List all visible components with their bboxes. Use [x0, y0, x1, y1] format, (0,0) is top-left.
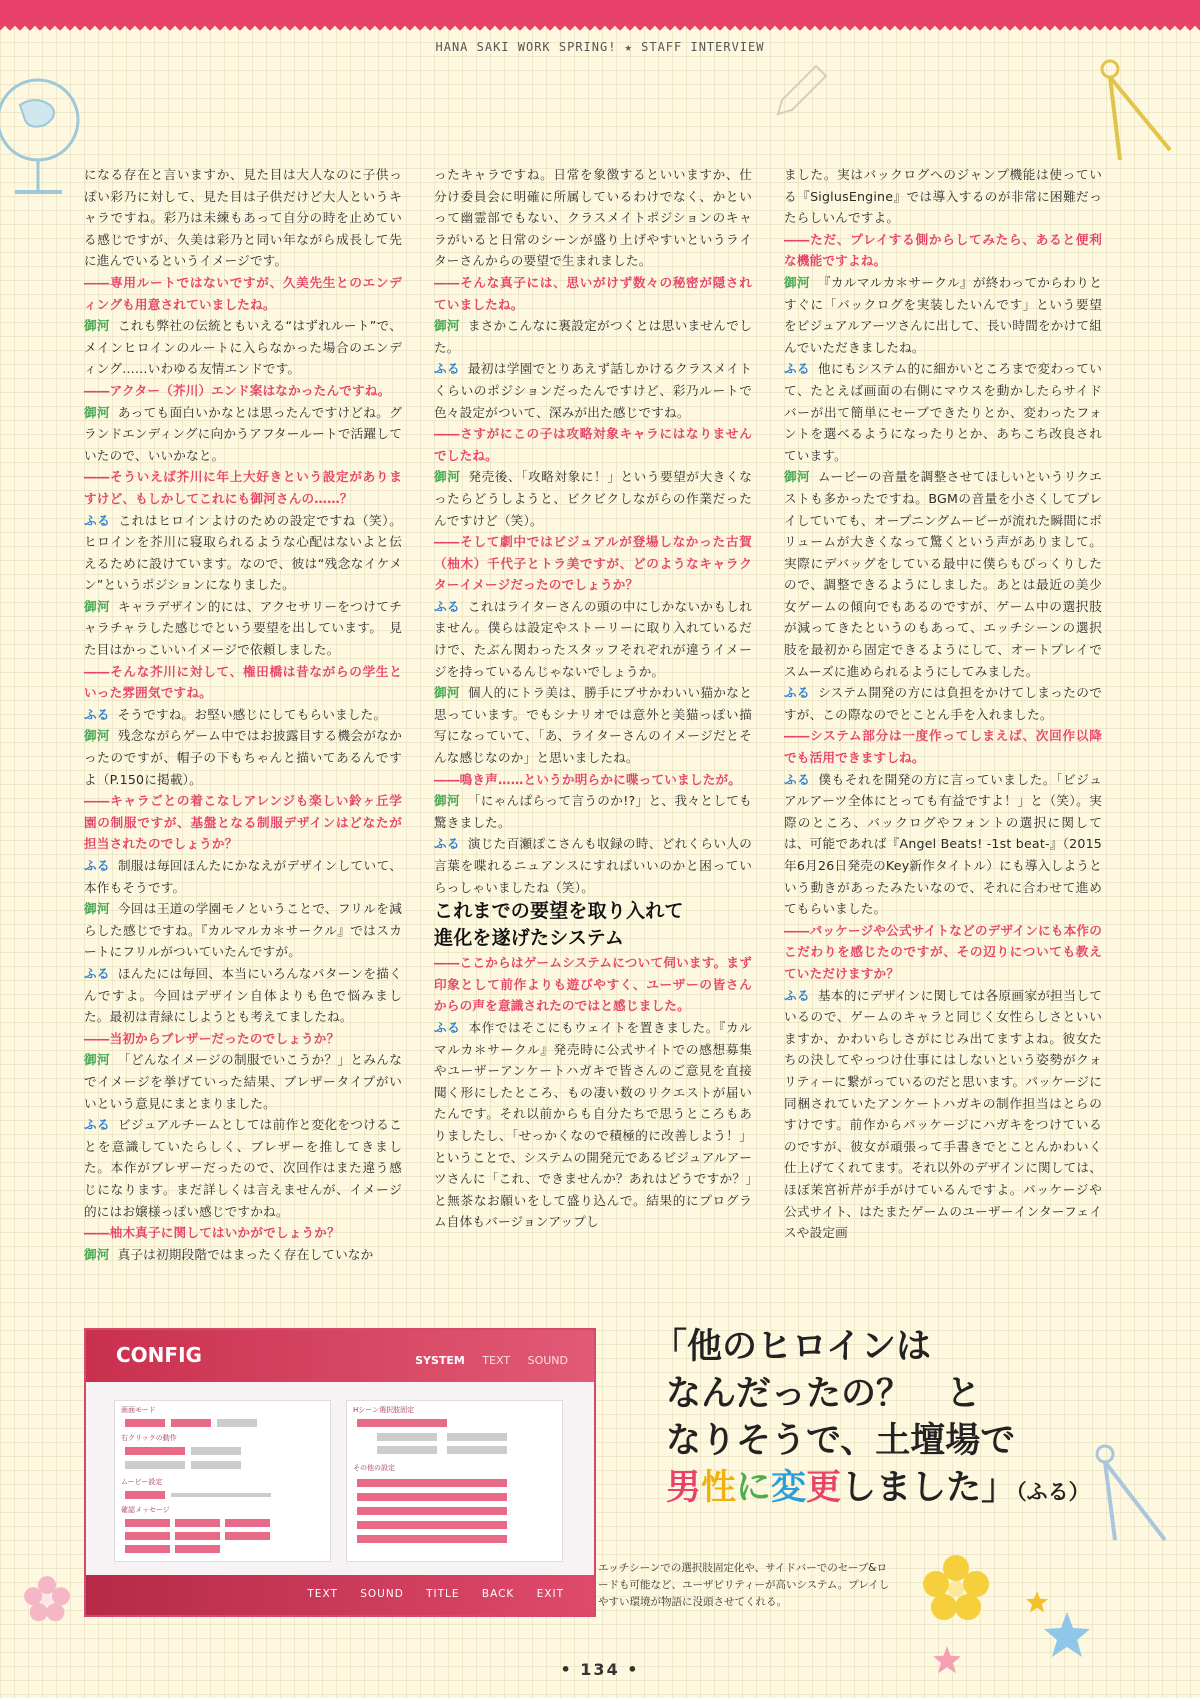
interview-answer [84, 402, 402, 467]
interview-answer [434, 596, 752, 682]
interview-answer [84, 704, 402, 726]
compass-doodle-blue [1085, 1440, 1180, 1550]
column-3 [784, 164, 1102, 1269]
config-panel-right [346, 1400, 563, 1562]
interview-question: ――鳴き声……というか明らかに喋っていましたが。 [434, 771, 742, 787]
speaker-name: 御河 [84, 404, 110, 420]
interview-question: ――ただ、プレイする側からしてみたら、あると便利な機能ですよね。 [784, 231, 1102, 269]
answer-text: 残念ながらゲーム中ではお披露目する機会がなかったのですが、帽子の下もちゃんと描いてあるんですよ（P.150に掲載）。 [84, 728, 402, 787]
interview-answer [84, 315, 402, 380]
interview-answer [434, 315, 752, 358]
speaker-name: ふる [434, 361, 460, 377]
answer-text: 他にもシステム的に細かいところまで変わっていて、たとえば画面の右側にマウスを動かしたらサイドバーが出て簡単にセーブできたりとか、変わったフォントを選べるようになったりとか、あちこち改良されています。 [784, 361, 1102, 463]
interview-question: ――そして劇中ではビジュアルが登場しなかった古賀（柚木）千代子とトラ美ですが、どのようなキャラクターイメージだったのでしょうか？ [434, 534, 752, 593]
interview-question: ――パッケージや公式サイトなどのデザインにも本作のこだわりを感じたのですが、その辺りについても教えていただけますか？ [784, 922, 1102, 981]
speaker-name: 御河 [784, 469, 810, 485]
pull-quote-char: しました」 [841, 1468, 1017, 1508]
interview-answer [84, 855, 402, 898]
answer-text: 真子は初期段階ではまったく存在していなか [117, 1246, 374, 1262]
speaker-name: ふる [434, 836, 460, 852]
paragraph: ったキャラですね。日常を象徴するといいますか、仕分け委員会に明確に所属しているわけでなく、かといって幽霊部でもない、クラスメイトポジションのキャラがいると日常のシーンが盛り上げやすいというライターさんからの要望で生まれました。 [434, 167, 752, 269]
pull-quote-char: 男 [666, 1468, 702, 1508]
answer-text: これも弊社の伝統ともいえる“はずれルート”で、メインヒロインのルートに入らなかった場合のエンディング……いわゆる友情エンドです。 [84, 318, 402, 377]
section-heading: これまでの要望を取り入れて 進化を遂げたシステム [434, 900, 684, 950]
answer-text: ムービーの音量を調整させてほしいというリクエストも多かったですね。BGMの音量を小さくしてプレイしていても、オープニングムービーが流れた瞬間にボリュームが大きくなって驚くという声がありまして。実際にデバッグをしている最中に僕らもびっくりしたので、調整できるようにしました。あとは最近の美少女ゲームの傾向でもあるのですが、ゲーム中の選択肢が減ってきたというのもあって、エッチシーンの選択肢を最初から固定できるようにして、オートプレイでスムーズに進められるようにしてみました。 [784, 469, 1103, 679]
speaker-name: 御河 [84, 598, 110, 614]
pull-quote-line: なりそうで、土壇場で [666, 1421, 1016, 1461]
interview-question: ――さすがにこの子は攻略対象キャラにはなりませんでしたね。 [434, 426, 752, 463]
answer-text: 「にゃんぱらって言うのか!?」と、我々としても驚きました。 [434, 793, 752, 830]
speaker-name: ふる [434, 1019, 461, 1035]
speaker-name: 御河 [434, 469, 461, 485]
running-header: HANA SAKI WORK SPRING! ★ STAFF INTERVIEW [435, 40, 765, 54]
interview-question: ――そういえば芥川に年上大好きという設定がありますけど、もしかしてこれにも御河さんの……？ [84, 469, 402, 506]
interview-answer [84, 725, 402, 790]
answer-text: 本作ではそこにもウェイトを置きました。『カルマルカ＊サークル』発売時に公式サイトでの感想募集やユーザーアンケートハガキで皆さんのご意見を直接聞く形にしたところ、もの凄い数のリクエストが届いたんです。それ以前からも自分たちで思うところもありましたし、「せっかくなので積極的に改善しよう！」ということで、システムの開発元であるビジュアルアーツさんに「これ、できませんか？あれはどうですか？」と無茶なお願いをして盛り込んで。結果的にプログラム自体もバージョンアップし [434, 1019, 752, 1230]
pull-quote-attribution: （ふる） [1016, 1480, 1090, 1504]
answer-text: システム開発の方には負担をかけてしまったのですが、この際なのでとことん手を入れました。 [784, 685, 1102, 722]
interview-question: ――アクター（芥川）エンド案はなかったんですね。 [84, 382, 391, 398]
answer-text: これはヒロインよけのための設定ですね（笑）。ヒロインを芥川に寝取られるような心配はないよと伝えるために設けています。なので、彼は“残念なイケメン”というポジションになりました。 [84, 512, 402, 593]
config-nav-item: TITLE [426, 1588, 460, 1600]
interview-question: ――専用ルートではないですが、久美先生とのエンディングも用意されていましたね。 [84, 274, 402, 312]
interview-answer [784, 358, 1102, 466]
config-nav-item: SOUND [360, 1588, 404, 1600]
speaker-name: 御河 [784, 274, 810, 290]
paragraph: ました。実はバックログへのジャンプ機能は使っている『SiglusEngine』では導入するのが非常に困難だったらしいんですよ。 [784, 167, 1102, 226]
paragraph: になる存在と言いますか、見た目は大人なのに子供っぽい彩乃に対して、見た目は子供だけど大人というキャラですね。彩乃は未練もあって自分の時を止めている感じですが、久美は彩乃と同い年ながら成長して先に進んでいるというイメージです。 [84, 167, 402, 269]
interview-answer [784, 466, 1102, 682]
answer-text: 最初は学園でとりあえず話しかけるクラスメイトくらいのポジションだったんですけど、彩乃ルートで色々設定がついて、深みが出た感じですね。 [434, 361, 752, 420]
config-nav-item: EXIT [536, 1588, 564, 1600]
speaker-name: ふる [84, 858, 110, 873]
speaker-name: ふる [84, 706, 110, 722]
pull-quote-line: 「他のヒロインは [652, 1327, 931, 1367]
pull-quote-char: 更 [806, 1468, 842, 1508]
answer-text: これはライターさんの頭の中にしかないかもしれません。僕らは設定やストーリーに取り入れているだけで、たぶん関わったスタッフそれぞれが違うイメージを持っているんじゃないでしょうか。 [434, 598, 752, 679]
config-header [86, 1330, 594, 1382]
interview-answer [84, 1244, 402, 1266]
answer-text: そうですね。お堅い感じにしてもらいました。 [117, 706, 387, 722]
answer-text: 個人的にトラ美は、勝手にブサかわいい猫かなと思っています。でもシナリオでは意外と美猫っぽい描写になっていて、「あ、ライターさんのイメージだとそんな感じなのか」と思いましたね。 [434, 685, 752, 766]
config-screenshot [84, 1328, 596, 1617]
pull-quote-line: なんだったの？ と [666, 1374, 982, 1414]
pull-quote-char: 性 [701, 1468, 737, 1508]
pencil-doodle [770, 62, 830, 122]
config-nav [289, 1588, 564, 1600]
answer-text: ほんたには毎回、本当にいろんなパターンを描くんですよ。今回はデザイン自体よりも色で悩みました。最初は青緑にしようとも考えてましたね。 [84, 965, 402, 1025]
config-panel-left [114, 1400, 331, 1562]
config-label: ムービー設定 [121, 1478, 163, 1486]
interview-question: ――柚木真子に関してはいかがでしょうか？ [84, 1225, 340, 1241]
globe-doodle [0, 60, 90, 210]
flower-doodle-yellow [920, 1552, 992, 1624]
answer-text: ビジュアルチームとしては前作と変化をつけることを意識していたらしく、ブレザーを推してきました。本作がブレザーだったので、次回作はまた違う感じになります。まだ詳しくは言えませんが、イメージ的にはお嬢様っぽい感じですかね。 [84, 1117, 402, 1219]
config-nav-item: TEXT [307, 1588, 338, 1600]
speaker-name: 御河 [84, 1052, 110, 1068]
star-doodle-blue [1042, 1610, 1092, 1660]
interview-answer [84, 596, 402, 661]
speaker-name: 御河 [84, 728, 110, 744]
speaker-name: ふる [784, 771, 811, 787]
pull-quote-line [652, 1465, 1090, 1516]
star-doodle-yellow [1025, 1590, 1049, 1614]
interview-question: ――キャラごとの着こなしアレンジも楽しい鈴ヶ丘学園の制服ですが、基盤となる制服デザインはどなたが担当されたのでしょうか？ [84, 793, 402, 852]
answer-text: 『カルマルカ＊サークル』が終わってからわりとすぐに「バックログを実装したいんです」という要望をビジュアルアーツさんに出して、長い時間をかけて組んでいただきましたね。 [784, 274, 1102, 355]
compass-doodle [1080, 55, 1190, 165]
interview-answer [84, 1049, 402, 1114]
speaker-name: 御河 [84, 318, 110, 334]
interview-answer [784, 769, 1102, 920]
answer-text: キャラデザイン的には、アクセサリーをつけてチャラチャラした感じでという要望を出しています。 見た目はかっこいいイメージで依頼しました。 [84, 598, 402, 658]
interview-answer [784, 682, 1102, 725]
interview-answer [434, 358, 752, 423]
speaker-name: ふる [84, 512, 111, 528]
speaker-name: 御河 [84, 1246, 110, 1262]
interview-answer [434, 790, 752, 833]
interview-question: ――ここからはゲームシステムについて伺います。まず印象として前作よりも遊びやすく、ユーザーの皆さんからの声を意識されたのではと感じました。 [434, 955, 752, 1014]
speaker-name: 御河 [434, 318, 460, 334]
pull-quote [652, 1324, 1090, 1516]
interview-answer [434, 682, 752, 768]
interview-answer [784, 985, 1102, 1244]
config-label: Hシーン選択肢固定 [353, 1406, 415, 1414]
speaker-name: ふる [784, 685, 810, 701]
config-tab: SYSTEM [415, 1354, 465, 1367]
interview-answer [434, 1017, 752, 1233]
interview-answer [434, 833, 752, 898]
speaker-name: ふる [84, 965, 110, 981]
answer-text: 発売後、「攻略対象に！」という要望が大きくなったらどうしようと、ビクビクしながらの作業だったんですけど（笑）。 [434, 469, 752, 528]
column-1 [84, 164, 402, 1269]
config-tab: TEXT [482, 1354, 511, 1367]
screenshot-caption: エッチシーンでの選択肢固定化や、サイドバーでのセーブ&ロードも可能など、ユーザビリティーが高いシステム。プレイしやすい環境が物語に没頭させてくれる。 [598, 1562, 890, 1608]
config-label: 画面モード [121, 1406, 156, 1414]
pull-quote-char: 変 [771, 1468, 807, 1508]
answer-text: 今回は王道の学園モノということで、フリルを減らした感じですね。『カルマルカ＊サークル』ではスカートにフリルがついていたんですが。 [84, 901, 402, 960]
interview-question: ――システム部分は一度作ってしまえば、次回作以降でも活用できますしね。 [784, 728, 1102, 766]
interview-answer [84, 1114, 402, 1222]
top-banner [0, 0, 1200, 24]
speaker-name: ふる [84, 1117, 110, 1133]
config-footer [86, 1575, 594, 1615]
interview-answer [434, 466, 752, 531]
flower-doodle-pink [22, 1574, 72, 1624]
interview-answer [84, 963, 402, 1028]
speaker-name: ふる [784, 361, 810, 377]
article-body [84, 164, 1102, 1269]
answer-text: あっても面白いかなとは思ったんですけどね。グランドエンディングに向かうアフタールートで活躍していたので、いいかなと。 [84, 404, 402, 463]
speaker-name: 御河 [434, 793, 460, 809]
answer-text: 基本的にデザインに関しては各原画家が担当しているので、ゲームのキャラと同じく女性らしさといいますか、かわいらしさがにじみ出てますよね。彼女たちの決してやっつけ仕事にはしないという姿勢がクォリティーに繋がっているのだと思います。パッケージに同梱されていたアンケートハガキの制作担当はとらのすけです。前作からパッケージにハガキをつけているのですが、彼女が頑張って手書きでとことんかわいく仕上げてくれてます。それ以外のデザインに関しては、ほぼ茉宮祈芹が手がけているんですよ。パッケージや公式サイト、はたまたゲームのユーザーインターフェイスや設定画 [784, 987, 1102, 1241]
config-nav-item: BACK [481, 1588, 515, 1600]
pull-quote-char: に [736, 1468, 772, 1508]
config-title: CONFIG [116, 1343, 202, 1367]
answer-text: 「どんなイメージの制服でいこうか？」とみんなでイメージを挙げていった結果、ブレザータイプがいいという意見にまとまりました。 [84, 1052, 402, 1111]
interview-question: ――当初からブレザーだったのでしょうか？ [84, 1030, 340, 1046]
config-label: 確認メッセージ [121, 1506, 170, 1514]
speaker-name: 御河 [434, 685, 460, 701]
speaker-name: ふる [434, 598, 460, 614]
speaker-name: 御河 [84, 901, 110, 917]
interview-question: ――そんな真子には、思いがけず数々の秘密が隠されていましたね。 [434, 274, 752, 312]
page-number: • 134 • [560, 1660, 640, 1679]
answer-text: 僕もそれを開発の方に言っていました。「ビジュアルアーツ全体にとっても有益ですよ！」と（笑）。実際のところ、バックログやフォントの選択に関しては、可能であれば『Angel Beats! -1st beat-』（2015年6月26日発売のKey新作タイトル）にも導入しようという動きがあったみたいなので、それに合わせて進めてもらいました。 [784, 771, 1102, 917]
answer-text: 制服は毎回ほんたにかなえがデザインしていて、本作もそうです。 [84, 858, 402, 895]
interview-answer [84, 898, 402, 963]
speaker-name: ふる [784, 987, 810, 1003]
config-tab: SOUND [527, 1354, 568, 1367]
config-label: 右クリックの動作 [121, 1434, 177, 1442]
interview-question: ――そんな芥川に対して、権田橋は昔ながらの学生といった雰囲気ですね。 [84, 663, 402, 701]
answer-text: 演じた百瀬ぽこさんも収録の時、どれくらい人の言葉を喋れるニュアンスにすればいいのかと困っていらっしゃいましたね（笑）。 [434, 836, 752, 895]
config-label: その他の設定 [353, 1464, 395, 1472]
answer-text: まさかこんなに裏設定がつくとは思いませんでした。 [434, 318, 752, 355]
config-tabs [401, 1354, 568, 1367]
interview-answer [84, 510, 402, 596]
column-2 [434, 164, 752, 1269]
interview-answer [784, 272, 1102, 358]
